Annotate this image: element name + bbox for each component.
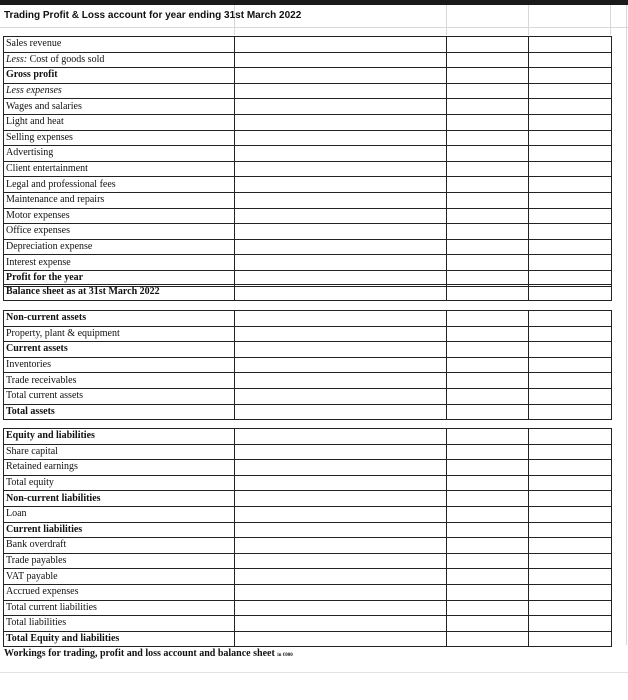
- table-cell[interactable]: [447, 311, 529, 327]
- table-row: [4, 616, 612, 632]
- table-cell[interactable]: [447, 600, 529, 616]
- table-row: [4, 522, 612, 538]
- table-cell[interactable]: [447, 388, 529, 404]
- table-cell[interactable]: [235, 37, 447, 53]
- table-cell[interactable]: [529, 311, 612, 327]
- table-cell[interactable]: [235, 99, 447, 115]
- row-label: Trade receivables: [4, 373, 235, 389]
- table-cell[interactable]: [529, 114, 612, 130]
- table-cell[interactable]: [447, 569, 529, 585]
- table-cell[interactable]: [529, 146, 612, 162]
- balance-sheet-header: [3, 284, 612, 301]
- gridline: [0, 672, 628, 673]
- table-cell[interactable]: [529, 584, 612, 600]
- table-cell[interactable]: [529, 475, 612, 491]
- row-label: Retained earnings: [4, 460, 235, 476]
- table-cell[interactable]: [447, 616, 529, 632]
- table-cell[interactable]: [235, 584, 447, 600]
- table-row: [4, 130, 612, 146]
- table-cell[interactable]: [529, 130, 612, 146]
- table-cell[interactable]: [235, 404, 447, 420]
- table-row: [4, 52, 612, 68]
- table-cell[interactable]: [447, 255, 529, 271]
- table-cell[interactable]: [235, 491, 447, 507]
- table-row: [4, 553, 612, 569]
- row-label: Motor expenses: [4, 208, 235, 224]
- table-cell[interactable]: [447, 83, 529, 99]
- table-cell[interactable]: [529, 161, 612, 177]
- row-label: Share capital: [4, 444, 235, 460]
- table-row: [4, 357, 612, 373]
- gridline: [0, 27, 628, 28]
- row-label: Interest expense: [4, 255, 235, 271]
- workings-unit: in €000: [277, 653, 293, 658]
- profit-loss-title: Trading Profit & Loss account for year ending 31st March 2022: [4, 10, 302, 21]
- table-cell[interactable]: [447, 553, 529, 569]
- row-label: Total Equity and liabilities: [4, 631, 235, 647]
- table-cell[interactable]: [447, 404, 529, 420]
- row-label: Maintenance and repairs: [4, 192, 235, 208]
- table-row: [4, 373, 612, 389]
- table-row: [4, 208, 612, 224]
- table-row: [4, 404, 612, 420]
- gridline: [528, 5, 529, 35]
- gridline: [446, 5, 447, 35]
- table-cell[interactable]: [235, 146, 447, 162]
- table-row: [4, 177, 612, 193]
- table-cell[interactable]: [447, 114, 529, 130]
- table-cell[interactable]: [447, 522, 529, 538]
- table-cell[interactable]: [529, 600, 612, 616]
- table-row: [4, 342, 612, 358]
- table-cell[interactable]: [529, 460, 612, 476]
- row-label: Total assets: [4, 404, 235, 420]
- table-cell[interactable]: [447, 37, 529, 53]
- table-cell[interactable]: [235, 553, 447, 569]
- table-row: [4, 239, 612, 255]
- profit-loss-table: [3, 36, 612, 287]
- table-cell[interactable]: [447, 99, 529, 115]
- table-cell[interactable]: [235, 357, 447, 373]
- table-cell[interactable]: [235, 600, 447, 616]
- table-cell[interactable]: [235, 114, 447, 130]
- row-label: Total equity: [4, 475, 235, 491]
- row-label: VAT payable: [4, 569, 235, 585]
- row-label: Less expenses: [4, 83, 235, 99]
- table-cell[interactable]: [447, 192, 529, 208]
- table-cell[interactable]: [235, 83, 447, 99]
- row-label: Sales revenue: [4, 37, 235, 53]
- table-cell[interactable]: [447, 161, 529, 177]
- table-cell[interactable]: [529, 357, 612, 373]
- table-cell[interactable]: [235, 208, 447, 224]
- table-cell[interactable]: [235, 311, 447, 327]
- table-cell[interactable]: [447, 357, 529, 373]
- table-cell[interactable]: [447, 68, 529, 84]
- table-row: [4, 146, 612, 162]
- table-cell[interactable]: [529, 99, 612, 115]
- workings-title-text: Workings for trading, profit and loss account and balance sheet: [4, 648, 275, 659]
- table-cell[interactable]: [447, 460, 529, 476]
- table-cell[interactable]: [235, 388, 447, 404]
- row-label: Office expenses: [4, 224, 235, 240]
- table-row: [4, 506, 612, 522]
- assets-table: [3, 310, 612, 420]
- table-cell[interactable]: [235, 506, 447, 522]
- table-cell[interactable]: [235, 224, 447, 240]
- table-cell[interactable]: [447, 429, 529, 445]
- table-row: [4, 538, 612, 554]
- table-cell[interactable]: [529, 52, 612, 68]
- table-cell[interactable]: [447, 239, 529, 255]
- table-cell[interactable]: [235, 538, 447, 554]
- table-cell[interactable]: [447, 491, 529, 507]
- table-cell[interactable]: [235, 68, 447, 84]
- row-label: Gross profit: [4, 68, 235, 84]
- table-cell[interactable]: [529, 616, 612, 632]
- table-row: [4, 584, 612, 600]
- equity-liabilities-table: [3, 428, 612, 647]
- table-cell[interactable]: [235, 475, 447, 491]
- table-cell[interactable]: [235, 285, 447, 301]
- table-cell[interactable]: [529, 224, 612, 240]
- table-row: [4, 37, 612, 53]
- table-row: [4, 444, 612, 460]
- row-label: Non-current assets: [4, 311, 235, 327]
- table-cell[interactable]: [235, 192, 447, 208]
- table-cell[interactable]: [529, 569, 612, 585]
- table-cell[interactable]: [235, 373, 447, 389]
- row-label: Equity and liabilities: [4, 429, 235, 445]
- row-label: Legal and professional fees: [4, 177, 235, 193]
- row-label: Wages and salaries: [4, 99, 235, 115]
- row-label: Non-current liabilities: [4, 491, 235, 507]
- table-cell[interactable]: [529, 429, 612, 445]
- table-row: [4, 68, 612, 84]
- table-cell[interactable]: [529, 506, 612, 522]
- table-row: [4, 311, 612, 327]
- table-row: [4, 224, 612, 240]
- table-cell[interactable]: [235, 522, 447, 538]
- workings-title: [4, 648, 293, 659]
- table-cell[interactable]: [447, 130, 529, 146]
- table-cell[interactable]: [529, 553, 612, 569]
- table-cell[interactable]: [235, 52, 447, 68]
- table-cell[interactable]: [529, 177, 612, 193]
- gridline: [610, 5, 611, 35]
- table-row: [4, 429, 612, 445]
- table-cell[interactable]: [235, 342, 447, 358]
- row-label: Advertising: [4, 146, 235, 162]
- table-cell[interactable]: [447, 146, 529, 162]
- table-cell[interactable]: [529, 83, 612, 99]
- row-label: Current liabilities: [4, 522, 235, 538]
- table-cell[interactable]: [235, 130, 447, 146]
- top-frame-bar: [0, 0, 628, 5]
- table-cell[interactable]: [447, 475, 529, 491]
- table-cell[interactable]: [529, 68, 612, 84]
- table-cell[interactable]: [235, 326, 447, 342]
- row-label: Trade payables: [4, 553, 235, 569]
- table-cell[interactable]: [235, 239, 447, 255]
- table-cell[interactable]: [447, 208, 529, 224]
- table-cell[interactable]: [235, 631, 447, 647]
- row-label: Less: Cost of goods sold: [4, 52, 235, 68]
- table-row: [4, 631, 612, 647]
- table-row: [4, 255, 612, 271]
- row-label: Client entertainment: [4, 161, 235, 177]
- row-label: Total current assets: [4, 388, 235, 404]
- row-label: Profit for the year: [4, 270, 235, 286]
- row-label: Depreciation expense: [4, 239, 235, 255]
- table-cell[interactable]: [447, 373, 529, 389]
- row-label: Inventories: [4, 357, 235, 373]
- balance-sheet-title: Balance sheet as at 31st March 2022: [4, 285, 235, 301]
- table-cell[interactable]: [447, 224, 529, 240]
- table-cell[interactable]: [235, 161, 447, 177]
- table-cell[interactable]: [235, 569, 447, 585]
- table-cell[interactable]: [529, 631, 612, 647]
- table-cell[interactable]: [447, 584, 529, 600]
- row-label: Light and heat: [4, 114, 235, 130]
- table-row: [4, 326, 612, 342]
- gridline: [626, 5, 627, 645]
- row-label: Loan: [4, 506, 235, 522]
- table-cell[interactable]: [529, 208, 612, 224]
- table-cell[interactable]: [529, 192, 612, 208]
- row-label: Total current liabilities: [4, 600, 235, 616]
- table-row: [4, 192, 612, 208]
- table-cell[interactable]: [235, 444, 447, 460]
- row-label: Total liabilities: [4, 616, 235, 632]
- table-cell[interactable]: [529, 285, 612, 301]
- table-row: [4, 600, 612, 616]
- table-cell[interactable]: [447, 631, 529, 647]
- table-cell[interactable]: [235, 255, 447, 271]
- table-cell[interactable]: [447, 342, 529, 358]
- table-cell[interactable]: [235, 460, 447, 476]
- table-cell[interactable]: [529, 239, 612, 255]
- table-cell[interactable]: [529, 326, 612, 342]
- table-cell[interactable]: [447, 444, 529, 460]
- table-row: [4, 569, 612, 585]
- row-label: Accrued expenses: [4, 584, 235, 600]
- table-cell[interactable]: [529, 388, 612, 404]
- table-cell[interactable]: [529, 404, 612, 420]
- row-label: Bank overdraft: [4, 538, 235, 554]
- table-row: [4, 114, 612, 130]
- table-cell[interactable]: [529, 491, 612, 507]
- table-cell[interactable]: [529, 342, 612, 358]
- table-cell[interactable]: [235, 616, 447, 632]
- table-cell[interactable]: [447, 52, 529, 68]
- table-row: [4, 388, 612, 404]
- table-cell[interactable]: [447, 177, 529, 193]
- table-row: [4, 99, 612, 115]
- row-label: Current assets: [4, 342, 235, 358]
- table-row: [4, 491, 612, 507]
- table-cell[interactable]: [529, 538, 612, 554]
- table-cell[interactable]: [529, 522, 612, 538]
- table-cell[interactable]: [447, 506, 529, 522]
- table-cell[interactable]: [235, 429, 447, 445]
- table-row: [4, 460, 612, 476]
- table-cell[interactable]: [447, 538, 529, 554]
- table-cell[interactable]: [529, 444, 612, 460]
- table-row: [4, 475, 612, 491]
- row-label: Property, plant & equipment: [4, 326, 235, 342]
- table-row: [4, 161, 612, 177]
- table-cell[interactable]: [529, 373, 612, 389]
- table-cell[interactable]: [447, 326, 529, 342]
- table-cell[interactable]: [529, 255, 612, 271]
- table-cell[interactable]: [529, 37, 612, 53]
- row-label: Selling expenses: [4, 130, 235, 146]
- table-cell[interactable]: [447, 285, 529, 301]
- table-row: [4, 83, 612, 99]
- table-cell[interactable]: [235, 177, 447, 193]
